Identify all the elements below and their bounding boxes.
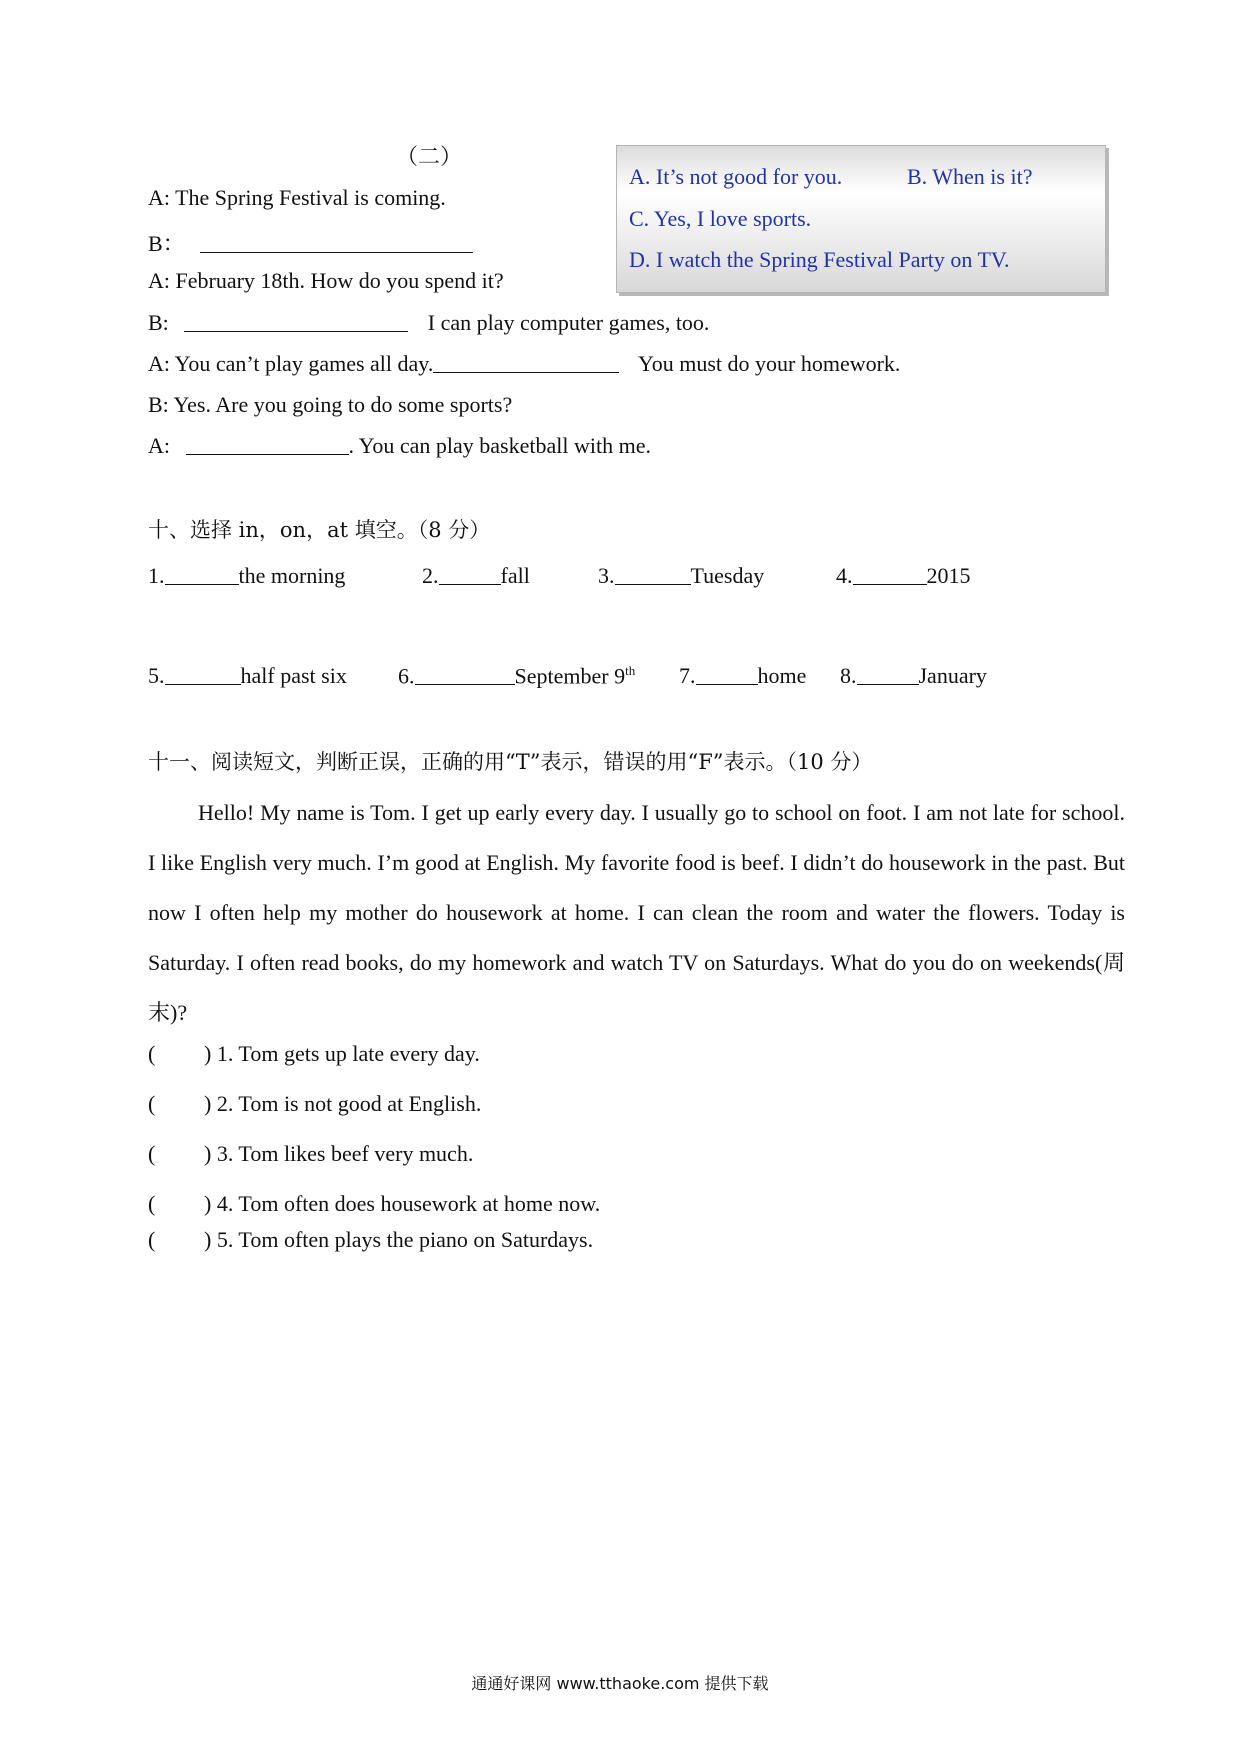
dialogue-line-text: You must do your homework.	[638, 351, 901, 376]
section-10-title: 十、选择 in，on，at 填空。（8 分）	[148, 518, 491, 542]
options-box	[616, 145, 1106, 293]
tf-question	[148, 1191, 600, 1217]
fill-item-text: 2015	[926, 563, 971, 588]
tf-question-text: 3. Tom likes beef very much.	[216, 1141, 474, 1166]
answer-blank[interactable]	[433, 371, 619, 373]
dialogue-line-text: B: Yes. Are you going to do some sports?	[148, 392, 513, 417]
tf-question-text: 5. Tom often plays the piano on Saturdays.	[216, 1227, 594, 1252]
answer-blank[interactable]	[165, 583, 239, 585]
tf-question	[148, 1141, 473, 1167]
paren-close: )	[204, 1227, 212, 1252]
page-footer: 通通好课网 www.tthaoke.com 提供下载	[471, 1674, 769, 1693]
paren-open: (	[148, 1091, 156, 1116]
dialogue-line-text: B：	[148, 231, 185, 256]
dialogue-line-text: A: The Spring Festival is coming.	[148, 185, 446, 210]
option-a: A. It’s not good for you.	[629, 164, 843, 189]
fill-item-text: home	[757, 663, 807, 688]
fill-item-number: 2.	[422, 563, 439, 588]
fill-item-number: 1.	[148, 563, 165, 588]
answer-paren[interactable]	[148, 1091, 204, 1117]
fill-item-number: 3.	[598, 563, 615, 588]
answer-paren[interactable]	[148, 1191, 204, 1217]
option-b: B. When is it?	[907, 164, 1033, 189]
answer-paren[interactable]	[148, 1041, 204, 1067]
tf-question	[148, 1227, 593, 1253]
paren-open: (	[148, 1041, 156, 1066]
answer-blank[interactable]	[857, 683, 919, 685]
fill-item	[398, 663, 635, 689]
answer-blank[interactable]	[615, 583, 691, 585]
dialogue-line-text: A: February 18th. How do you spend it?	[148, 268, 504, 293]
fill-item-text: half past six	[240, 663, 347, 688]
fill-item-text: the morning	[238, 563, 346, 588]
dialogue-line-1	[148, 185, 446, 211]
fill-item	[598, 563, 764, 589]
answer-blank[interactable]	[853, 583, 927, 585]
answer-blank[interactable]	[696, 683, 758, 685]
fill-item	[836, 563, 971, 589]
dialogue-heading: （二）	[396, 144, 463, 169]
paren-close: )	[204, 1141, 212, 1166]
dialogue-line-text: B:	[148, 310, 169, 335]
fill-item	[679, 663, 806, 689]
fill-item-superscript: th	[625, 663, 636, 678]
dialogue-line-7	[148, 433, 651, 459]
fill-item	[840, 663, 987, 689]
dialogue-line-text: A: You can’t play games all day.	[148, 351, 434, 376]
tf-question-text: 2. Tom is not good at English.	[216, 1091, 482, 1116]
answer-blank[interactable]	[165, 683, 241, 685]
fill-item-number: 4.	[836, 563, 853, 588]
answer-blank[interactable]	[415, 683, 515, 685]
tf-question	[148, 1091, 481, 1117]
tf-question	[148, 1041, 480, 1067]
section-11-title: 十一、阅读短文，判断正误，正确的用“T”表示，错误的用“F”表示。（10 分）	[148, 750, 873, 774]
fill-item	[148, 563, 345, 589]
tf-question-text: 1. Tom gets up late every day.	[216, 1041, 480, 1066]
fill-item-number: 7.	[679, 663, 696, 688]
option-c: C. Yes, I love sports.	[629, 206, 812, 231]
dialogue-line-4	[148, 310, 709, 336]
answer-blank[interactable]	[439, 583, 501, 585]
paren-open: (	[148, 1191, 156, 1216]
dialogue-line-text: I can play computer games, too.	[427, 310, 710, 335]
fill-item	[422, 563, 530, 589]
reading-passage: Hello! My name is Tom. I get up early every day. I usually go to school on foot. I am not late for school. I like English very much. I’m good at English. My favorite food is beef. I didn’t do housework in the past. But now I often help my mother do housework at home. I can clean the room and water the flowers. Today is Saturday. I often read books, do my homework and watch TV on Saturdays. What do you do on weekends(周末)?	[148, 800, 1125, 1025]
dialogue-line-5	[148, 351, 900, 377]
fill-item-text: fall	[500, 563, 530, 588]
paren-open: (	[148, 1227, 156, 1252]
answer-blank[interactable]	[184, 330, 408, 332]
fill-item-text: January	[918, 663, 987, 688]
answer-blank[interactable]	[186, 453, 349, 455]
dialogue-line-2	[148, 227, 473, 258]
fill-item	[148, 663, 347, 689]
option-d: D. I watch the Spring Festival Party on TV.	[629, 247, 1010, 272]
paren-open: (	[148, 1141, 156, 1166]
fill-item-number: 5.	[148, 663, 165, 688]
fill-item-number: 8.	[840, 663, 857, 688]
tf-question-text: 4. Tom often does housework at home now.	[216, 1191, 601, 1216]
answer-paren[interactable]	[148, 1227, 204, 1253]
fill-item-number: 6.	[398, 663, 415, 689]
answer-blank[interactable]	[200, 251, 473, 253]
dialogue-line-3	[148, 268, 504, 294]
paren-close: )	[204, 1091, 212, 1116]
paren-close: )	[204, 1041, 212, 1066]
dialogue-line-text: . You can play basketball with me.	[348, 433, 651, 458]
paren-close: )	[204, 1191, 212, 1216]
fill-item-text: September 9	[514, 663, 626, 689]
dialogue-line-6	[148, 392, 512, 418]
answer-paren[interactable]	[148, 1141, 204, 1167]
dialogue-line-text: A:	[148, 433, 170, 458]
fill-item-text: Tuesday	[690, 563, 765, 588]
